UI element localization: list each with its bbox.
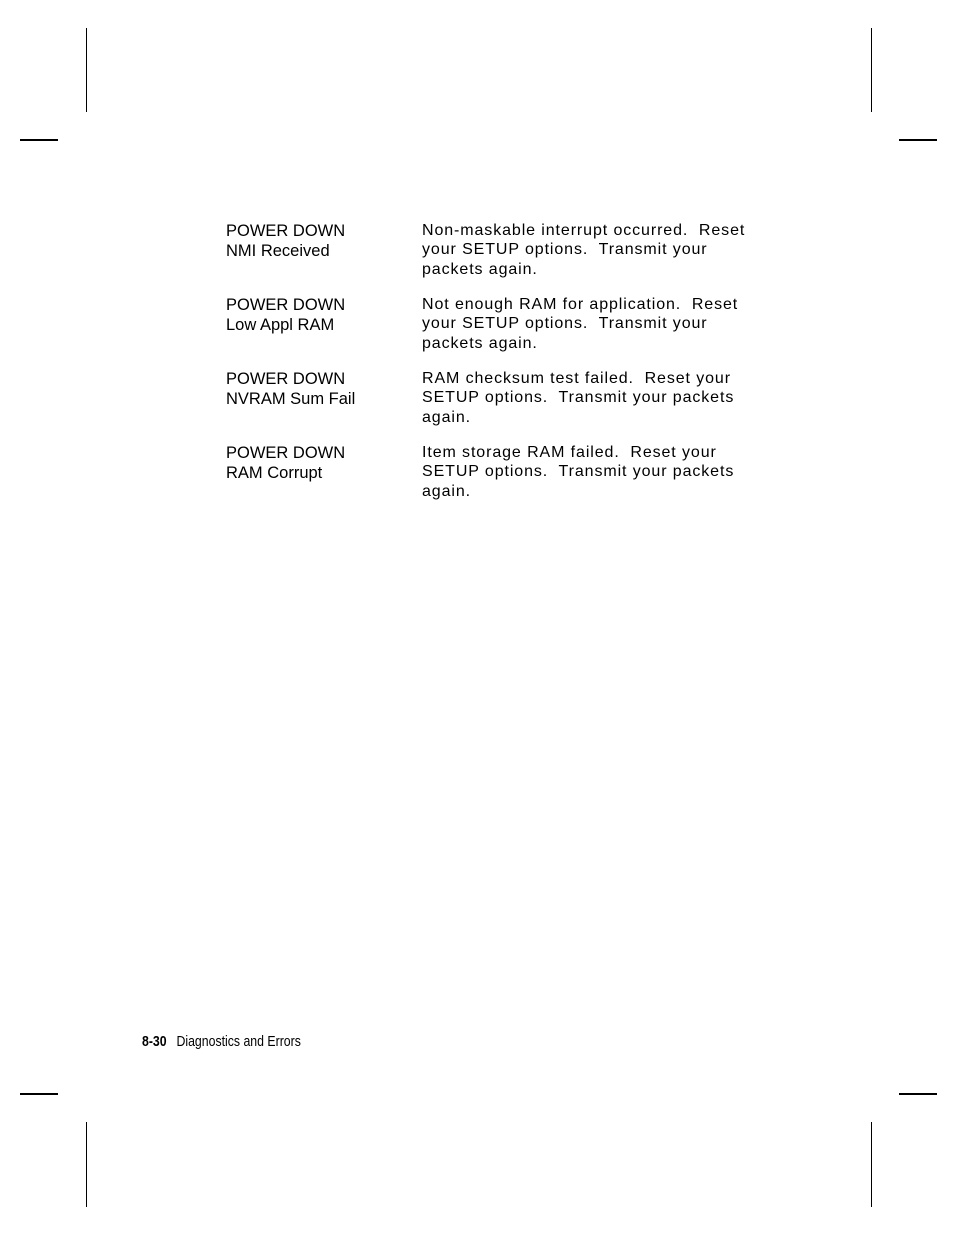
description-line: Item storage RAM failed. Reset your: [422, 444, 717, 461]
description-line: RAM checksum test failed. Reset your: [422, 370, 731, 387]
crop-mark-bottom-right-horizontal: [899, 1093, 937, 1095]
description-line: again.: [422, 408, 471, 426]
crop-mark-top-right-vertical: [871, 28, 872, 112]
crop-mark-top-left-vertical: [86, 28, 87, 112]
page-footer: [142, 1031, 301, 1053]
section-title: Diagnostics and Errors: [176, 1033, 301, 1050]
description-line: your SETUP options. Transmit your: [422, 241, 708, 259]
error-entry-nvram-sum-fail: [0, 369, 954, 443]
error-entry-nmi-received: [0, 221, 954, 295]
description-line: SETUP options. Transmit your packets: [422, 389, 735, 407]
error-code-title: POWER DOWN: [226, 370, 346, 388]
crop-mark-top-left-horizontal: [20, 139, 58, 141]
error-code: [226, 295, 416, 335]
error-code-name: Low Appl RAM: [226, 316, 335, 334]
description-line: packets again.: [422, 334, 538, 352]
description-line: packets again.: [422, 260, 538, 278]
error-code: [226, 221, 416, 261]
error-code-name: NMI Received: [226, 242, 330, 260]
error-description: [422, 443, 782, 501]
error-description: [422, 369, 782, 427]
error-entry-low-appl-ram: [0, 295, 954, 369]
error-code-title: POWER DOWN: [226, 444, 346, 462]
description-line: SETUP options. Transmit your packets: [422, 463, 735, 481]
description-line: Not enough RAM for application. Reset: [422, 296, 739, 313]
error-code-name: RAM Corrupt: [226, 464, 323, 482]
crop-mark-bottom-right-vertical: [871, 1122, 872, 1207]
error-entry-ram-corrupt: [0, 443, 954, 517]
error-code-title: POWER DOWN: [226, 222, 346, 240]
crop-mark-bottom-left-vertical: [86, 1122, 87, 1207]
description-line: Non-maskable interrupt occurred. Reset: [422, 222, 746, 239]
crop-mark-top-right-horizontal: [899, 139, 937, 141]
error-code: [226, 443, 416, 483]
error-description: [422, 221, 782, 279]
crop-mark-bottom-left-horizontal: [20, 1093, 58, 1095]
page-number: 8-30: [142, 1033, 167, 1050]
description-line: again.: [422, 482, 471, 500]
description-line: your SETUP options. Transmit your: [422, 315, 708, 333]
error-description: [422, 295, 782, 353]
error-code-title: POWER DOWN: [226, 296, 346, 314]
error-code-name: NVRAM Sum Fail: [226, 390, 356, 408]
error-code: [226, 369, 416, 409]
